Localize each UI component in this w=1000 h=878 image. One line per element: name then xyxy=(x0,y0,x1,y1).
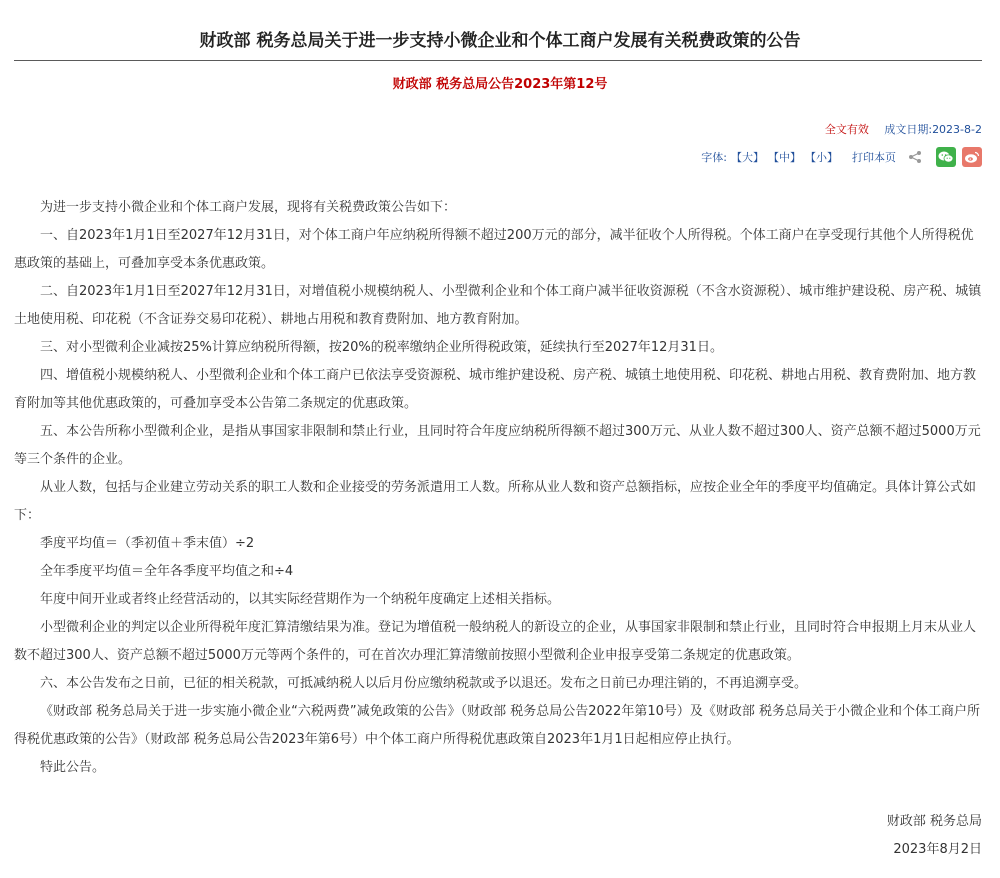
date-label: 成文日期: xyxy=(884,123,933,136)
font-size-label: 字体: xyxy=(701,151,727,164)
formula-line: 全年季度平均值＝全年各季度平均值之和÷4 xyxy=(40,564,294,579)
title-divider xyxy=(14,60,982,61)
closing-line: 特此公告。 xyxy=(40,760,106,775)
font-size-medium-button[interactable]: 【中】 xyxy=(768,151,801,164)
body-paragraph: 四、增值税小规模纳税人、小型微利企业和个体工商户已依法享受资源税、城市维护建设税、房产税、城镇土地使用税、印花税、耕地占用税、教育费附加、地方教育附加等其他优惠政策的，可叠加享受本公告第二条规定的优惠政策。 xyxy=(14,368,977,411)
body-paragraph: 为进一步支持小微企业和个体工商户发展，现将有关税费政策公告如下： xyxy=(40,200,457,215)
share-icon[interactable] xyxy=(908,150,922,164)
weibo-icon[interactable] xyxy=(962,147,982,167)
body-paragraph: 一、自2023年1月1日至2027年12月31日，对个体工商户年应纳税所得额不超过200万元的部分，减半征收个人所得税。个体工商户在享受现行其他个人所得税优惠政策的基础上，可叠加享受本条优惠政策。 xyxy=(14,228,974,271)
body-paragraph: 《财政部 税务总局关于进一步实施小微企业“六税两费”减免政策的公告》（财政部 税务总局公告2022年第10号）及《财政部 税务总局关于小微企业和个体工商户所得税优惠政策的公告》（财政部 税务总局公告2023年第6号）中个体工商户所得税优惠政策自2023年1月1日起相应停止执行。 xyxy=(14,704,980,747)
wechat-icon[interactable] xyxy=(936,147,956,167)
document-body xyxy=(14,194,982,782)
body-paragraph: 三、对小型微利企业减按25%计算应纳税所得额，按20%的税率缴纳企业所得税政策，延续执行至2027年12月31日。 xyxy=(40,340,723,355)
document-meta xyxy=(825,121,982,137)
issuer-name: 财政部 税务总局 xyxy=(886,814,982,829)
font-size-large-button[interactable]: 【大】 xyxy=(731,151,764,164)
body-paragraph: 从业人数，包括与企业建立劳动关系的职工人数和企业接受的劳务派遣用工人数。所称从业人数和资产总额指标，应按企业全年的季度平均值确定。具体计算公式如下： xyxy=(14,480,977,523)
document-number: 财政部 税务总局公告2023年第12号 xyxy=(392,77,608,92)
issue-date: 2023年8月2日 xyxy=(893,842,982,857)
body-paragraph: 六、本公告发布之日前，已征的相关税款，可抵减纳税人以后月份应缴纳税款或予以退还。发布之日前已办理注销的，不再追溯享受。 xyxy=(40,676,808,691)
signature-block xyxy=(887,808,982,864)
body-paragraph: 小型微利企业的判定以企业所得税年度汇算清缴结果为准。登记为增值税一般纳税人的新设立的企业，从事国家非限制和禁止行业，且同时符合申报期上月末从业人数不超过300人、资产总额不超过5000万元等两个条件的，可在首次办理汇算清缴前按照小型微利企业申报享受第二条规定的优惠政策。 xyxy=(14,620,977,663)
body-paragraph: 二、自2023年1月1日至2027年12月31日，对增值税小规模纳税人、小型微利企业和个体工商户减半征收资源税（不含水资源税）、城市维护建设税、房产税、城镇土地使用税、印花税（不含证券交易印花税）、耕地占用税和教育费附加、地方教育附加。 xyxy=(14,284,982,327)
formula-line: 季度平均值＝（季初值＋季末值）÷2 xyxy=(40,536,255,551)
body-paragraph: 年度中间开业或者终止经营活动的，以其实际经营期作为一个纳税年度确定上述相关指标。 xyxy=(40,592,561,607)
print-button[interactable]: 打印本页 xyxy=(852,151,896,164)
validity-status: 全文有效 xyxy=(824,123,869,136)
toolbar xyxy=(701,146,982,168)
font-size-small-button[interactable]: 【小】 xyxy=(805,151,838,164)
document-title: 财政部 税务总局关于进一步支持小微企业和个体工商户发展有关税费政策的公告 xyxy=(199,31,801,51)
body-paragraph: 五、本公告所称小型微利企业，是指从事国家非限制和禁止行业，且同时符合年度应纳税所得额不超过300万元、从业人数不超过300人、资产总额不超过5000万元等三个条件的企业。 xyxy=(14,424,981,467)
date-value: 2023-8-2 xyxy=(932,123,982,136)
